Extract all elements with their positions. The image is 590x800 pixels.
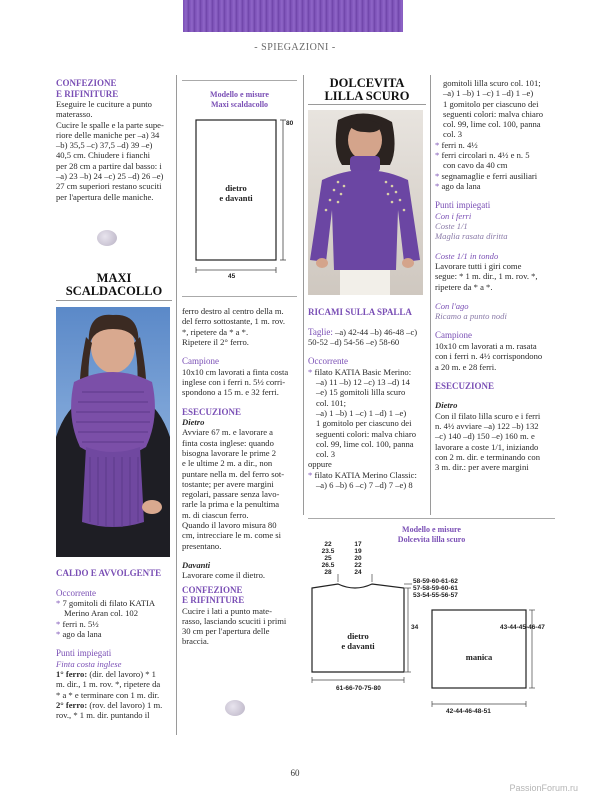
- punti-sub: Finta costa inglese: [56, 658, 122, 669]
- text-line: –a) 6 –b) 6 –c) 7 –d) 7 –e) 8: [316, 480, 413, 491]
- text-line: col. 99, lime col. 100, panna: [316, 438, 414, 449]
- text-line: 1 gomitolo per ciascuno dei: [316, 418, 412, 429]
- ricami-heading: RICAMI SULLA SPALLA: [308, 307, 412, 317]
- list-item-text: ago da lana: [441, 180, 481, 191]
- model-photo-illustration: [308, 110, 423, 295]
- text-line: regolari, passare senza lavo-: [182, 489, 280, 500]
- list-item: * filato KATIA Merino Classic:: [308, 469, 417, 480]
- text-line: per 28 cm a partire dal basso: i: [56, 160, 162, 171]
- row-label: 1° ferro:: [56, 668, 88, 679]
- text-line: gomitoli lilla scuro col. 101;: [443, 78, 541, 88]
- list-item-text: Merino Aran col. 102: [64, 608, 138, 619]
- stitch-item: Coste 1/1: [435, 221, 468, 232]
- sleeve-width-dim: 42-44-46-48-51: [446, 708, 491, 715]
- coste-heading: Coste 1/1 in tondo: [435, 250, 499, 261]
- list-item: * segnamaglie e ferri ausiliari: [435, 170, 538, 181]
- dim-value: 57-58-59-60-61: [413, 585, 458, 592]
- punti-heading: Punti impiegati: [56, 648, 112, 659]
- column-4: [435, 78, 555, 472]
- text-line: con cavo da 40 cm: [443, 160, 508, 171]
- text-line: segue: * 1 m. dir., 1 m. rov. *,: [435, 271, 538, 282]
- title-line: DOLCEVITA: [329, 76, 405, 90]
- text-line: per l'apertura delle maniche.: [56, 191, 154, 202]
- text-line: col. 3: [316, 449, 336, 460]
- text-line: 40,5 cm. Chiudere i fianchi: [56, 150, 151, 161]
- text-line: 30 cm per l'apertura delle: [182, 626, 270, 637]
- occorrente-heading: Occorrente: [308, 356, 348, 367]
- text-line: 10x10 cm lavorati a m. rasata: [435, 340, 537, 351]
- photo-maxi-scaldacollo: [56, 307, 170, 557]
- label-line: dietro: [225, 183, 247, 193]
- text-line: spondono a 15 m. e 32 ferri.: [182, 387, 279, 398]
- esecuzione-heading: ESECUZIONE: [182, 406, 242, 417]
- dim-value: 24: [354, 569, 362, 576]
- list-item: * ferri n. 4½: [435, 139, 478, 150]
- text-line: con 2 m. dir. e terminando con: [435, 451, 541, 462]
- text-line: lavorare a coste 1/1, iniziando: [435, 441, 539, 452]
- dim-value: 20: [354, 555, 362, 562]
- punti-heading: Punti impiegati: [435, 200, 491, 211]
- taglie-line: [308, 327, 428, 338]
- yarn-ball-icon: [225, 700, 245, 716]
- text-line: Lavorare come il dietro.: [182, 570, 266, 581]
- dim-value: 22: [354, 562, 362, 569]
- text-line: seguenti colori: malva chiaro: [316, 428, 416, 439]
- text-line: ripetere da * a *.: [435, 281, 493, 292]
- text-line: (dir. del lavoro) * 1: [89, 668, 156, 679]
- ago-heading: Con l'ago: [435, 300, 469, 311]
- list-item-text: filato KATIA Merino Classic:: [314, 469, 417, 480]
- title-rule: [308, 104, 426, 105]
- text-line: cm, intrecciare le m. come si: [182, 530, 282, 541]
- diagram-title: Modello e misure: [402, 525, 461, 534]
- text-line: 27 cm superiori restano scuciti: [56, 181, 162, 192]
- text-line: [56, 669, 172, 679]
- knit-texture-band: [183, 0, 403, 32]
- list-item-text: ferri circolari n. 4½ e n. 5: [441, 150, 530, 161]
- project-title-dolcevita: [308, 77, 426, 103]
- text-line: del ferro sottostante, 1 m. rov.: [182, 316, 286, 327]
- dim-value: 17: [354, 541, 362, 548]
- stitch-item: Maglia rasata diritta: [435, 231, 508, 242]
- list-item: * filato KATIA Basic Merino:: [308, 366, 412, 377]
- text-line: 10x10 cm lavorati a finta costa: [182, 366, 289, 377]
- text-line: –a) 23 –b) 24 –c) 25 –d) 26 –e): [56, 171, 164, 182]
- campione-heading: Campione: [435, 330, 472, 341]
- confezione-heading: CONFEZIONE: [182, 584, 243, 595]
- label-line: e davanti: [219, 193, 253, 203]
- text-line: bisogna lavorare le prime 2: [182, 447, 277, 458]
- text-line: seguenti colori: malva chiaro: [443, 108, 543, 119]
- column-divider: [176, 75, 177, 735]
- stitch-item: Ricamo a punto nodi: [435, 311, 507, 322]
- text-line: –a) 42-44 –b) 46-48 –c): [332, 326, 418, 337]
- text-line: Eseguire le cuciture a punto: [56, 99, 152, 109]
- text-line: ferro destro al centro della m.: [182, 306, 284, 316]
- text-line: e le ultime 2 m. a dir., non: [182, 458, 273, 469]
- confezione-heading-2: E RIFINITURE: [56, 88, 119, 99]
- dimension-width: 45: [228, 273, 236, 280]
- row-label: 2° ferro:: [56, 699, 88, 710]
- side-dim: 34: [411, 624, 419, 631]
- text-line: col. 99, lime col. 100, panna: [443, 119, 541, 130]
- title-line: LILLA SCURO: [324, 89, 410, 103]
- text-line: inglese con i ferri n. 5½ corri-: [182, 376, 286, 387]
- dim-value: 26.5: [321, 562, 335, 569]
- taglie-label: Taglie:: [308, 326, 333, 337]
- diagram-title: Modello e misure: [210, 90, 269, 99]
- dim-value: 19: [354, 548, 362, 555]
- dim-value: 58-59-60-61-62: [413, 578, 458, 585]
- text-line: con i ferri n. 4½ corrispondono: [435, 351, 543, 362]
- text-line: Cucire i lati a punto mate-: [182, 605, 272, 616]
- column-divider: [303, 75, 304, 515]
- title-line: SCALDACOLLO: [65, 284, 163, 298]
- text-line: –a) 11 –b) 12 –c) 13 –d) 14: [316, 377, 410, 388]
- project-title-scaldacollo: [56, 272, 172, 298]
- dim-value: 25: [324, 555, 332, 562]
- text-line: m. di ciascun ferro.: [182, 509, 249, 520]
- text-line: –e) 15 gomitoli lilla scuro: [316, 387, 406, 398]
- body-width-dim: 61-66-70-75-80: [336, 685, 381, 692]
- text-line: Avviare 67 m. e lavorare a: [182, 427, 273, 438]
- occorrente-heading: Occorrente: [56, 587, 96, 598]
- model-photo-illustration: [56, 307, 170, 557]
- text-line: oppure: [308, 459, 332, 470]
- diagram-title: Maxi scaldacollo: [210, 99, 269, 109]
- text-line: a 20 m. e 28 ferri.: [435, 361, 497, 372]
- text-line: –c) 140 –d) 150 –e) 160 m. e: [435, 431, 535, 442]
- list-item-text: segnamaglie e ferri ausiliari: [441, 170, 538, 181]
- text-line: Lavorare tutti i giri come: [435, 260, 522, 271]
- column-1: [56, 78, 172, 202]
- dim-value: 53-54-55-56-57: [413, 592, 458, 599]
- dim-value: 22: [324, 541, 332, 548]
- diagram-title: Dolcevita lilla scuro: [397, 534, 466, 544]
- sleeve-label: manica: [465, 652, 493, 662]
- list-item: * ago da lana: [435, 180, 481, 191]
- column-3: [308, 307, 428, 490]
- text-line: –b) 35,5 –c) 37,5 –d) 39 –e): [56, 140, 153, 151]
- text-line: Con il filato lilla scuro e i ferri: [435, 410, 541, 421]
- section-header: - SPIEGAZIONI -: [254, 42, 336, 53]
- body-piece-label: [312, 631, 404, 651]
- dietro-heading: Dietro: [182, 417, 205, 428]
- page-number: 60: [290, 768, 300, 778]
- dietro-heading: Dietro: [435, 400, 458, 411]
- davanti-heading: Davanti: [182, 559, 211, 570]
- text-line: rasso, lasciando scuciti i primi: [182, 615, 287, 626]
- text-line: [56, 700, 172, 710]
- dim-value: 28: [324, 569, 332, 576]
- dimension-height: 80: [286, 120, 294, 127]
- watermark: PassionForum.ru: [509, 783, 578, 793]
- text-line: presentano.: [182, 540, 222, 551]
- column-divider: [430, 75, 431, 515]
- text-line: n. 4½ avviare –a) 122 –b) 132: [435, 420, 539, 431]
- list-item: * ago da lana: [56, 628, 102, 639]
- text-line: col. 3: [443, 129, 463, 140]
- list-item: * 7 gomitoli di filato KATIA: [56, 598, 156, 608]
- label-line: dietro: [347, 631, 369, 641]
- text-line: –a) 1 –b) 1 –c) 1 –d) 1 –e): [443, 88, 534, 99]
- yarn-ball-icon: [97, 230, 117, 246]
- shoulder-dims: [413, 578, 458, 599]
- title-line: MAXI: [96, 271, 132, 285]
- punti-sub: Con i ferri: [435, 210, 472, 221]
- dim-value: 23.5: [321, 548, 335, 555]
- title-rule: [56, 300, 172, 301]
- confezione-heading: CONFEZIONE: [56, 78, 117, 88]
- text-line: (rov. del lavoro) 1 m.: [89, 699, 163, 710]
- list-item-text: ferri n. 5½: [62, 618, 99, 629]
- text-line: 3 m. dir.: per avere margini: [435, 462, 529, 473]
- sleeve-height-dim: 43-44-45-46-47: [500, 624, 545, 631]
- column-2: [182, 306, 300, 647]
- confezione-heading-2: E RIFINITURE: [182, 595, 245, 606]
- text-line: * a * e terminare con 1 m. dir.: [56, 689, 160, 700]
- text-line: 1 gomitolo per ciascuno dei: [443, 98, 539, 109]
- esecuzione-heading: ESECUZIONE: [435, 380, 495, 391]
- text-line: finta costa inglese: quando: [182, 437, 274, 448]
- text-line: tostante; per avere margini: [182, 478, 274, 489]
- label-line: e davanti: [341, 641, 375, 651]
- list-item: * ferri n. 5½: [56, 618, 99, 629]
- text-line: col. 101;: [316, 397, 347, 408]
- list-item-text: ferri n. 4½: [441, 139, 478, 150]
- text-line: rarle la prima e la penultima: [182, 499, 280, 510]
- list-item: * ferri circolari n. 4½ e n. 5: [435, 150, 530, 161]
- text-line: m. dir., 1 m. rov. *, ripetere da: [56, 679, 161, 690]
- text-line: puntare nella m. del ferro sot-: [182, 468, 285, 479]
- text-line: materasso.: [56, 109, 93, 120]
- caldo-heading: CALDO E AVVOLGENTE: [56, 568, 162, 578]
- text-line: *, ripetere da * a *.: [182, 326, 249, 337]
- text-line: Cucire le spalle e la parte supe-: [56, 119, 164, 130]
- text-line: 50-52 –d) 54-56 –e) 58-60: [308, 337, 400, 347]
- text-line: Ripetere il 2° ferro.: [182, 336, 249, 347]
- list-item-text: ago da lana: [62, 628, 102, 639]
- photo-dolcevita: [308, 110, 423, 295]
- column-1-bottom: [56, 568, 172, 720]
- text-line: Quando il lavoro misura 80: [182, 520, 277, 531]
- list-item-text: filato KATIA Basic Merino:: [314, 366, 412, 377]
- diagram-piece-label: [196, 183, 276, 203]
- campione-heading: Campione: [182, 356, 219, 367]
- text-line: –a) 1 –b) 1 –c) 1 –d) 1 –e): [316, 407, 407, 418]
- text-line: riore delle maniche per –a) 34: [56, 129, 160, 140]
- text-line: braccia.: [182, 636, 209, 647]
- text-line: rov., * 1 m. dir. puntando il: [56, 710, 150, 721]
- list-item-text: 7 gomitoli di filato KATIA: [62, 598, 156, 608]
